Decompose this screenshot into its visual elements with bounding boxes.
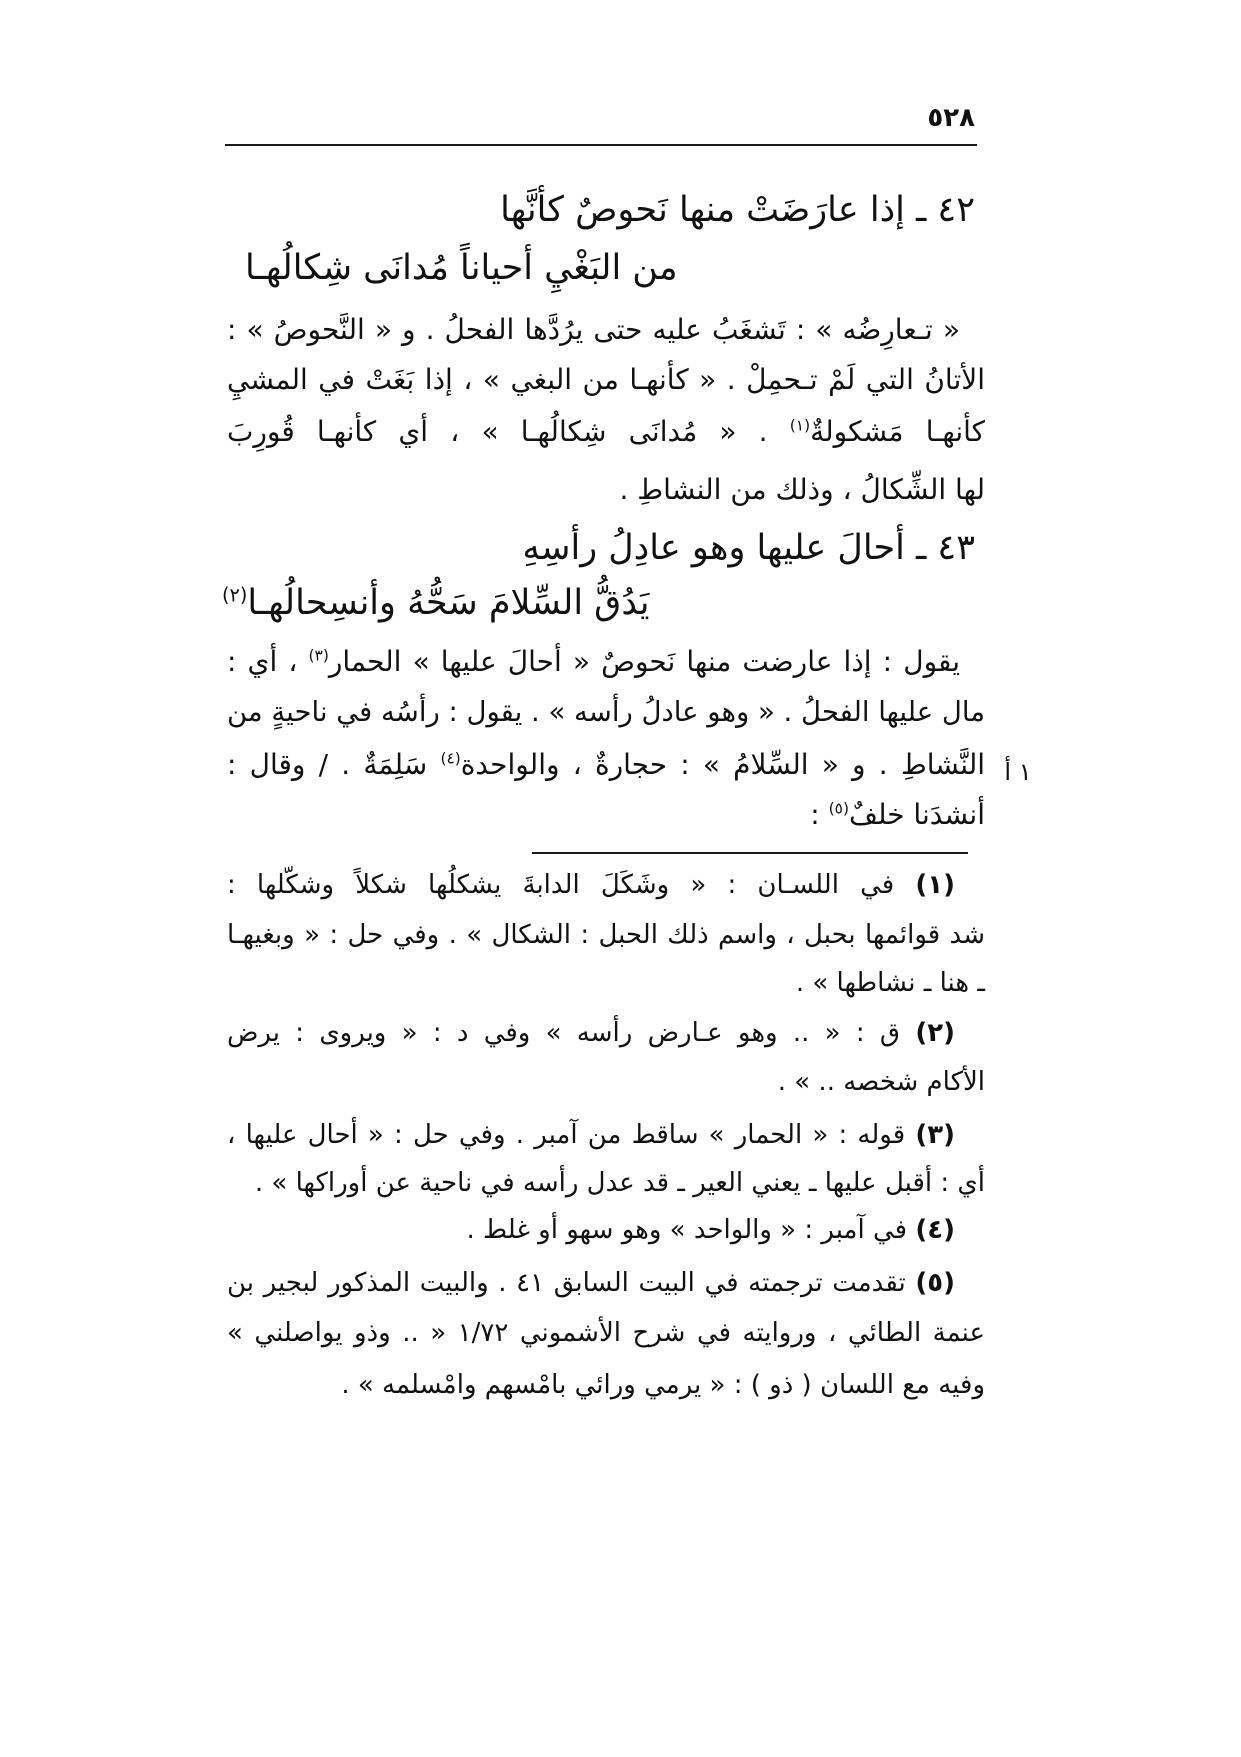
line-text: [227, 1018, 955, 1048]
line-text: [227, 920, 985, 950]
footnote-line: [225, 1057, 985, 1107]
line-text: [227, 870, 955, 900]
text-segment: الأكام شخصه .. » .: [777, 1067, 985, 1097]
footnote-line: [225, 910, 985, 960]
footnote-marker: (٢): [915, 1018, 955, 1048]
footnote-reference: (٢): [222, 583, 248, 607]
verse-first-hemistich: [225, 185, 975, 235]
commentary-line: [225, 790, 985, 840]
line-text: [810, 798, 985, 831]
footnote-line: [225, 1308, 985, 1358]
footnote-separator: [532, 852, 968, 854]
text-segment: ق : « .. وهو عـارض رأسه » وفي د : « ويروى : يرض: [227, 1018, 901, 1048]
text-segment: « تـعارِضُه » : تَشغَبُ عليه حتى يرُدَّها الفحلُ . و « النَّحوصُ » :: [227, 313, 960, 346]
text-segment: تقدمت ترجمته في البيت السابق ٤١ . والبيت المذكور لبجير بن: [226, 1268, 906, 1298]
footnote-marker: (٥): [915, 1268, 955, 1298]
text-segment: الأتانُ التي لَمْ تـحمِلْ . « كأنهـا من البغي » ، إذا بَغَتْ في المشيِ: [227, 363, 985, 396]
footnote-marker: (١): [915, 870, 955, 900]
line-text: [619, 473, 985, 506]
text-segment: أي : أقبل عليها ـ يعني العير ـ قد عدل رأسه في ناحية عن أوراكها » .: [254, 1168, 985, 1198]
text-segment: مال عليها الفحلُ . « وهو عادلُ رأسه » . يقول : رأسُه في ناحيةٍ من: [227, 696, 985, 728]
line-text: [796, 968, 985, 998]
text-segment: قوله : « الحمار » ساقط من آمبر . وفي حل : « أحال عليها ،: [227, 1120, 906, 1150]
line-text: [227, 1318, 985, 1348]
text-segment: كأنهـا مَشكولةٌ: [810, 415, 985, 448]
commentary-line: [225, 637, 960, 687]
commentary-line: [225, 740, 985, 790]
text-segment: :: [810, 798, 829, 831]
line-text: [227, 363, 985, 396]
footnote-line: [225, 1205, 955, 1255]
footnote-line: [225, 1158, 985, 1208]
line-text: [227, 696, 985, 728]
footnote-marker: (٣): [915, 1120, 955, 1150]
text-segment: أنشدَنا خلفٌ: [848, 798, 985, 831]
line-text: [522, 528, 975, 568]
text-segment: سَلِمَةٌ . / وقال :: [227, 748, 441, 781]
footnote-reference: (٥): [828, 799, 849, 818]
footnote-marker: (٤): [915, 1215, 955, 1245]
verse-second-hemistich: [222, 578, 985, 628]
header-rule: [225, 144, 977, 146]
footnote-reference: (١): [789, 416, 811, 435]
footnote-reference: (٤): [440, 749, 461, 768]
margin-folio-note: ١ أ: [1004, 758, 1032, 786]
text-segment: شد قوائمها بحبل ، واسم ذلك الحبل : الشكال » . وفي حل : « وبغيهـا: [227, 920, 985, 950]
footnote-line: [225, 1258, 955, 1308]
footnote-reference: (٣): [308, 646, 329, 665]
text-segment: عنمة الطائي ، وروايته في شرح الأشموني ١/٧٢ « .. وذو يواصلني »: [227, 1318, 985, 1348]
line-text: [467, 1215, 956, 1245]
line-text: [227, 645, 960, 678]
commentary-line: [225, 305, 960, 355]
footnote-line: [225, 860, 955, 910]
text-segment: من البَغْيِ أحياناً مُدانَى شِكالُهـا: [245, 248, 678, 288]
line-text: [227, 313, 960, 346]
line-text: [227, 415, 985, 448]
text-segment: وفيه مع اللسان ( ذو ) : « يرمي ورائي بامْسهم وامْسلمه » .: [341, 1370, 985, 1400]
page-number: ٥٢٨: [927, 103, 975, 133]
line-text: [227, 1268, 955, 1298]
footnote-line: [225, 1360, 985, 1410]
text-segment: . « مُدانَى شِكالُهـا » ، أي كأنهـا قُورِبَ: [227, 415, 790, 448]
line-text: [222, 583, 649, 623]
footnote-line: [225, 1110, 955, 1160]
footnote-line: [225, 1008, 955, 1058]
line-text: [227, 748, 985, 781]
commentary-line: [225, 407, 985, 457]
line-text: [245, 248, 678, 288]
text-segment: في اللسـان : « وشَكَلَ الدابةَ يشكلُها شكلاً وشكّلها :: [226, 870, 895, 900]
line-text: [778, 1067, 985, 1097]
line-text: [500, 190, 975, 230]
text-segment: ، أي :: [227, 645, 309, 678]
verse-second-hemistich: [245, 243, 985, 293]
line-text: [341, 1370, 985, 1400]
text-segment: ـ هنا ـ نشاطها » .: [795, 968, 985, 998]
footnote-line: [225, 958, 985, 1008]
text-segment: يقول : إذا عارضت منها نَحوصٌ « أحالَ عليها » الحمار: [328, 645, 960, 678]
text-segment: ٤٢ ـ إذا عارَضَتْ منها نَحوصٌ كأنَّها: [500, 190, 975, 230]
text-segment: يَدُقُّ السِّلامَ سَحُّهُ وأنسِحالُهـا: [247, 583, 650, 623]
line-text: [227, 1120, 955, 1150]
commentary-line: [225, 355, 985, 405]
verse-first-hemistich: [225, 523, 975, 573]
text-segment: في آمبر : « والواحد » وهو سهو أو غلط .: [466, 1215, 908, 1245]
text-segment: لها الشِّكالُ ، وذلك من النشاطِ .: [619, 473, 985, 506]
text-segment: ٤٣ ـ أحالَ عليها وهو عادِلُ رأسِهِ: [522, 528, 975, 568]
text-segment: النَّشاطِ . و « السِّلامُ » : حجارةٌ ، والواحدة: [460, 748, 985, 781]
commentary-line: [225, 687, 985, 737]
line-text: [255, 1168, 985, 1198]
commentary-line: [225, 465, 985, 515]
